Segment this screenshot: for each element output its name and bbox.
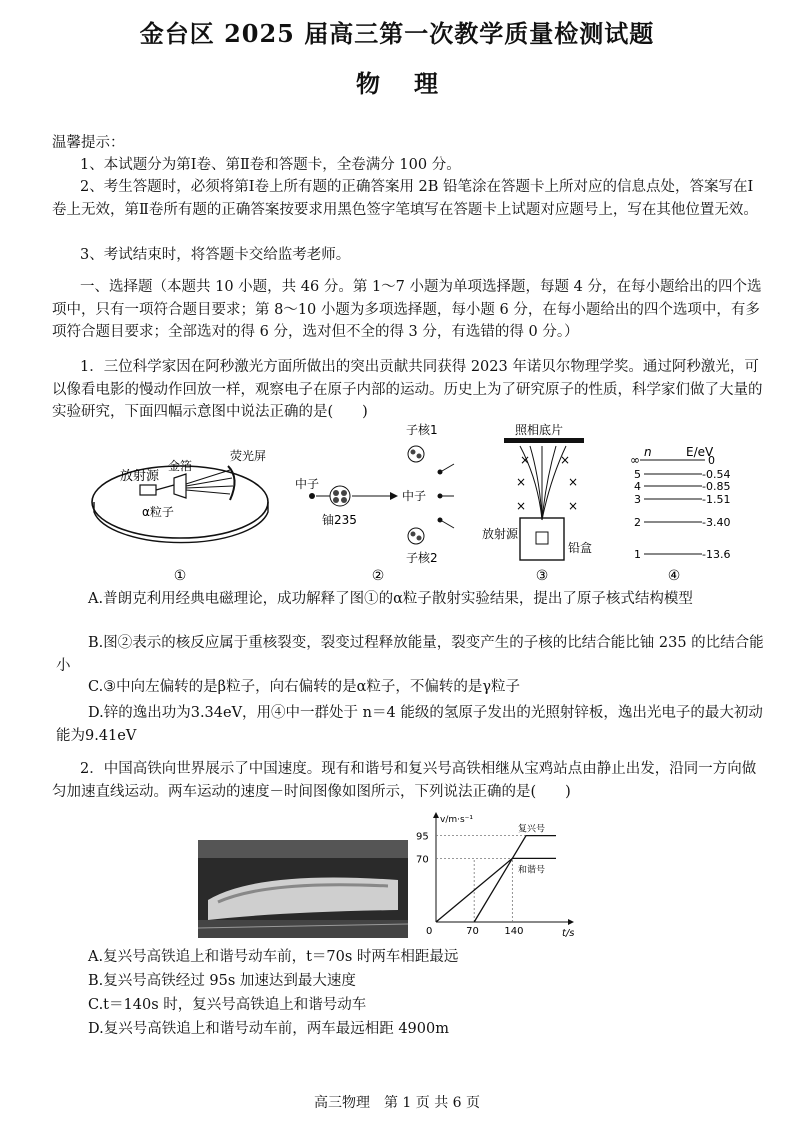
y-axis-arrow bbox=[433, 812, 439, 818]
q1-option-b: B.图②表示的核反应属于重核裂变，裂变过程释放能量，裂变产生的子核的比结合能比铀 235 的比结合能小 bbox=[56, 635, 764, 674]
y-axis-label: v/m·s⁻¹ bbox=[440, 815, 474, 825]
x-tick-label-70: 70 bbox=[466, 926, 479, 937]
q1-option-d: D.锌的逸出功为3.34eV，用④中一群处于 n＝4 能级的氢原子发出的光照射锌板，逸出光电子的最大初动能为9.41eV bbox=[56, 705, 763, 744]
fig2-fission bbox=[295, 422, 454, 584]
fig2-neutron-label: 中子 bbox=[295, 477, 320, 491]
q2-stem: 2．中国高铁向世界展示了中国速度。现有和谐号和复兴号高铁相继从宝鸡站点由静止出发，沿同一方向做匀加速直线运动。两车运动的速度－时间图像如图所示，下列说法正确的是( ) bbox=[52, 761, 757, 800]
train-photo bbox=[198, 840, 408, 938]
svg-text:×: × bbox=[520, 453, 531, 467]
y-tick-label-95: 95 bbox=[416, 831, 429, 843]
fig2-uranium-label: 铀235 bbox=[322, 513, 357, 527]
fig2-daughter1-label: 子核1 bbox=[406, 423, 438, 437]
exam-title: 金台区 2025 届高三第一次教学质量检测试题 bbox=[139, 19, 655, 48]
notice-item-3: 3、考试结束时，将答题卡交给监考老师。 bbox=[80, 247, 351, 263]
y-tick-label-70: 70 bbox=[416, 854, 429, 866]
velocity-time-chart bbox=[414, 810, 574, 940]
fig1-alpha-scattering bbox=[92, 448, 268, 584]
series-label-2: 和谐号 bbox=[518, 865, 546, 876]
svg-text:×: × bbox=[568, 475, 579, 489]
fig1-foil-label: 金箔 bbox=[168, 459, 193, 473]
section1-intro: 一、选择题（本题共 10 小题，共 46 分。第 1～7 小题为单项选择题，每题 4 分，在每小题给出的四个选项中，只有一项符合题目要求；第 8～10 小题为多项选择题，每小题 6 分，在每小题给出的四个选项中，有多项符合题目要求；全部选对的得 6 分，选对但不全的得 3 分，有选错的得 0 分。） bbox=[52, 279, 762, 340]
q2-option-b: B.复兴号高铁经过 95s 加速达到最大速度 bbox=[88, 973, 356, 989]
notice-item-1: 1、本试题分为第Ⅰ卷、第Ⅱ卷和答题卡，全卷满分 100 分。 bbox=[80, 157, 461, 173]
q1-figures bbox=[90, 420, 730, 585]
svg-text:-1.51: -1.51 bbox=[702, 493, 730, 506]
page-footer: 高三物理 第 1 页 共 6 页 bbox=[313, 1095, 481, 1111]
q1-option-a: A.普朗克利用经典电磁理论，成功解释了图①的α粒子散射实验结果，提出了原子核式结构模型 bbox=[88, 591, 693, 607]
x-axis-arrow bbox=[568, 919, 574, 925]
svg-text:×: × bbox=[516, 475, 527, 489]
svg-text:5: 5 bbox=[634, 468, 641, 481]
svg-text:1: 1 bbox=[634, 548, 641, 561]
svg-text:×: × bbox=[516, 499, 527, 513]
fig4-number: ④ bbox=[667, 568, 681, 584]
fig1-screen-label: 荧光屏 bbox=[230, 449, 267, 463]
fig3-film-label: 照相底片 bbox=[515, 423, 564, 437]
fig2-number: ② bbox=[371, 568, 385, 584]
fig4-level-4 bbox=[634, 480, 730, 493]
q1-option-c: C.③中向左偏转的是β粒子，向右偏转的是α粒子，不偏转的是γ粒子 bbox=[88, 679, 521, 695]
svg-text:2: 2 bbox=[634, 516, 641, 529]
x-axis-label: t/s bbox=[562, 928, 574, 939]
fig3-number: ③ bbox=[535, 568, 549, 584]
fig1-number: ① bbox=[173, 568, 187, 584]
x-tick-label-140: 140 bbox=[504, 926, 524, 937]
subject-title: 物理 bbox=[356, 69, 472, 98]
fig2-neutron2-label: 中子 bbox=[402, 489, 427, 503]
origin-label: 0 bbox=[426, 926, 433, 937]
fig1-alpha-label: α粒子 bbox=[142, 505, 174, 519]
fig4-inf-label: ∞ bbox=[630, 453, 640, 467]
q1-stem: 1．三位科学家因在阿秒激光方面所做出的突出贡献共同获得 2023 年诺贝尔物理学奖。通过阿秒激光，可以像看电影的慢动作回放一样，观察电子在原子内部的运动。历史上为了研究原子的性质，科学家们做了大量的实验研究，下面四幅示意图中说法正确的是( ) bbox=[52, 359, 763, 420]
svg-text:-0.54: -0.54 bbox=[702, 468, 730, 481]
fig3-radiation bbox=[482, 422, 592, 584]
svg-text:×: × bbox=[568, 499, 579, 513]
fig2-daughter2-label: 子核2 bbox=[406, 551, 438, 565]
fig4-level-3 bbox=[634, 493, 730, 506]
fig4-level-2 bbox=[634, 516, 730, 529]
fig3-source-label: 放射源 bbox=[482, 527, 519, 541]
q2-option-a: A.复兴号高铁追上和谐号动车前，t＝70s 时两车相距最远 bbox=[88, 949, 459, 965]
fig3-box-label: 铅盒 bbox=[568, 541, 593, 555]
svg-text:-0.85: -0.85 bbox=[702, 480, 730, 493]
fig4-level-1 bbox=[634, 548, 730, 561]
svg-text:-13.6: -13.6 bbox=[702, 548, 730, 561]
fig1-source-label: 放射源 bbox=[120, 469, 160, 484]
notice-item-2: 2、考生答题时，必须将第Ⅰ卷上所有题的正确答案用 2B 铅笔涂在答题卡上所对应的信息点处，答案写在Ⅰ卷上无效，第Ⅱ卷所有题的正确答案按要求用黑色签字笔填写在答题卡上试题对应题号上，写在其他位置无效。 bbox=[52, 179, 758, 218]
q2-option-c: C.t＝140s 时，复兴号高铁追上和谐号动车 bbox=[88, 997, 367, 1013]
notice-heading: 温馨提示： bbox=[52, 135, 125, 151]
series-line-1 bbox=[474, 836, 556, 922]
svg-text:4: 4 bbox=[634, 480, 641, 493]
fig4-e-label: E/eV bbox=[686, 445, 714, 459]
svg-text:3: 3 bbox=[634, 493, 641, 506]
fig4-energy-levels bbox=[630, 445, 730, 584]
q2-option-d: D.复兴号高铁追上和谐号动车前，两车最远相距 4900m bbox=[88, 1021, 449, 1037]
svg-text:×: × bbox=[560, 453, 571, 467]
svg-text:-3.40: -3.40 bbox=[702, 516, 730, 529]
series-label-1: 复兴号 bbox=[518, 824, 546, 835]
fig4-n-label: n bbox=[644, 445, 652, 459]
fig4-zero-label: 0 bbox=[708, 454, 715, 467]
